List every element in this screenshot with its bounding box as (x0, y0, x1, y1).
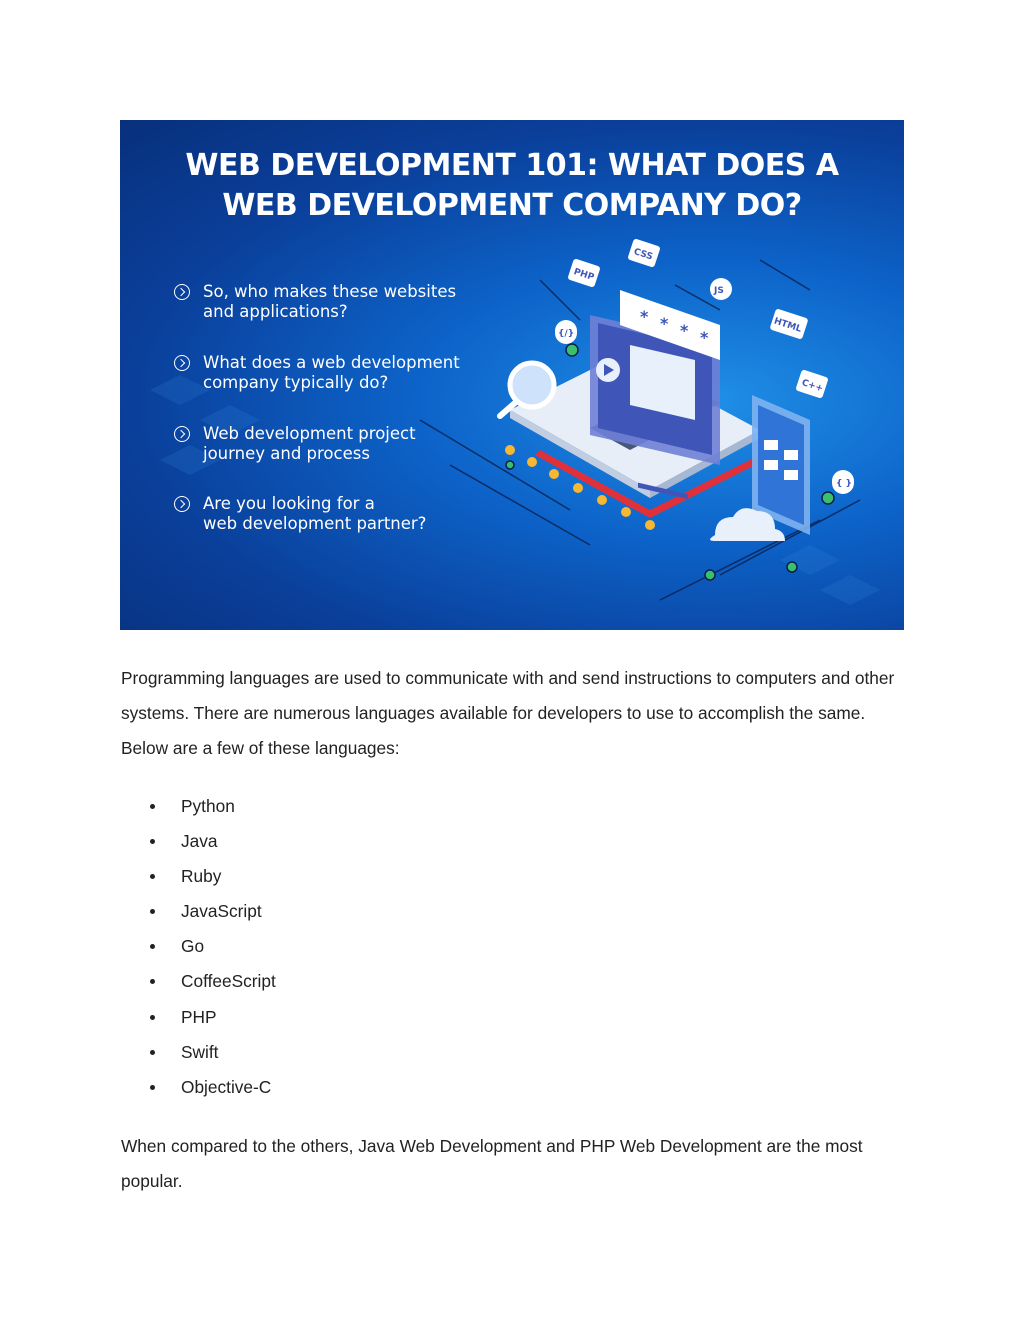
topic-line: Are you looking for a (203, 494, 375, 513)
chevron-right-circle-icon (174, 496, 190, 512)
language-list (121, 789, 276, 1105)
topic-line: Web development project (203, 424, 416, 443)
list-item: Python (121, 789, 276, 824)
list-item: Java (121, 824, 276, 859)
banner-title (120, 146, 904, 226)
topic-item (174, 424, 494, 464)
topic-line: web development partner? (203, 514, 427, 533)
topic-line: What does a web development (203, 353, 460, 372)
code-tag: {/} (558, 329, 575, 339)
svg-text:*: * (680, 321, 689, 340)
topic-line: So, who makes these websites (203, 282, 457, 301)
svg-text:*: * (660, 314, 669, 333)
braces-tag: { } (836, 479, 852, 489)
chevron-right-circle-icon (174, 355, 190, 371)
closing-paragraph: When compared to the others, Java Web Development and PHP Web Development are the most popular. (121, 1136, 863, 1191)
topic-line: and applications? (203, 302, 348, 321)
css-tag: CSS (632, 247, 654, 263)
list-item: JavaScript (121, 894, 276, 929)
html-tag: HTML (772, 316, 803, 335)
chevron-right-circle-icon (174, 284, 190, 300)
list-item: Ruby (121, 859, 276, 894)
topic-line: journey and process (203, 444, 370, 463)
cpp-tag: C++ (800, 378, 825, 395)
topic-line: company typically do? (203, 373, 389, 392)
php-tag: PHP (572, 267, 596, 283)
list-item: Swift (121, 1035, 276, 1070)
topic-item (174, 494, 494, 534)
banner-title-line: WEB DEVELOPMENT COMPANY DO? (222, 188, 802, 223)
chevron-right-circle-icon (174, 426, 190, 442)
svg-text:*: * (640, 307, 649, 326)
banner-title-line: WEB DEVELOPMENT 101: WHAT DOES A (185, 148, 839, 183)
js-tag: JS (714, 286, 724, 296)
topic-item (174, 282, 494, 322)
list-item: Go (121, 929, 276, 964)
topic-item (174, 353, 494, 393)
hero-banner (120, 120, 904, 630)
list-item: PHP (121, 1000, 276, 1035)
svg-text:*: * (700, 328, 709, 347)
intro-paragraph: Programming languages are used to communicate with and send instructions to computers and other systems. There are numerous languages available for developers to use to accomplish the same. Below are a few of these languages: (121, 668, 895, 758)
list-item: Objective-C (121, 1070, 276, 1105)
list-item: CoffeeScript (121, 964, 276, 999)
